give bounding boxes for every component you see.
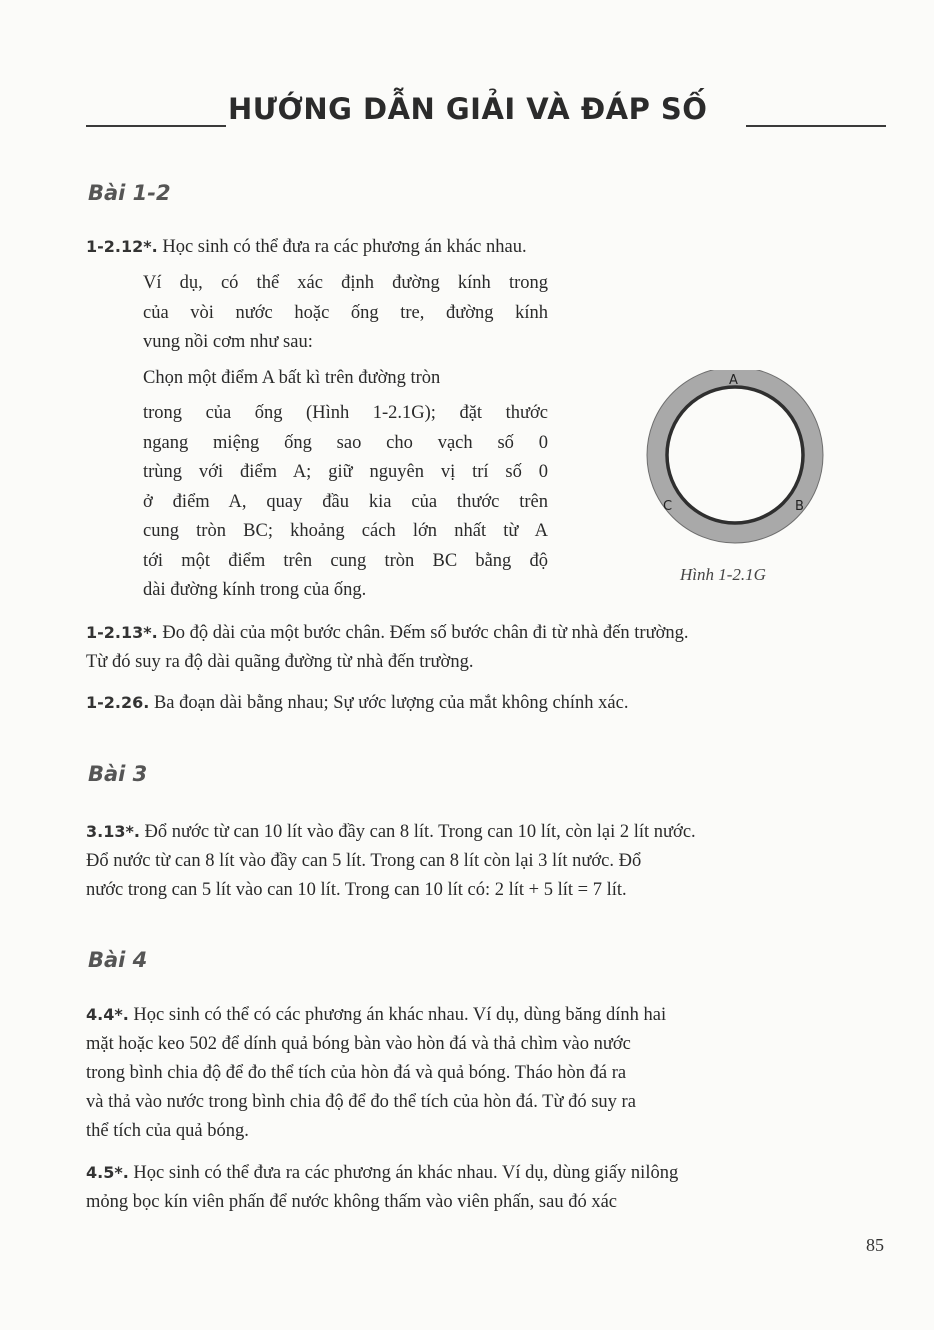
exercise-4-4: [86, 1000, 934, 1146]
pipe-cross-section-figure: [645, 370, 825, 590]
exercise-line: nước trong can 5 lít vào can 10 lít. Trong can 10 lít có: 2 lít + 5 lít = 7 lít.: [86, 880, 627, 900]
exercise-number: 4.5*.: [86, 1163, 129, 1182]
exercise-number: 1-2.26.: [86, 693, 150, 712]
section-heading-bai-1-2: Bài 1-2: [88, 181, 171, 205]
body-line: ở điểm A, quay đầu kia của thước trên: [143, 491, 548, 512]
page-title: HƯỚNG DẪN GIẢI VÀ ĐÁP SỐ: [228, 92, 708, 126]
exercise-3-13: [86, 817, 934, 905]
exercise-1-2-13: [86, 618, 934, 677]
exercise-number: 1-2.12*.: [86, 237, 158, 256]
exercise-1-2-12: [86, 232, 886, 262]
point-label-a: A: [729, 373, 738, 388]
body-line: cung tròn BC; khoảng cách lớn nhất từ A: [143, 521, 548, 541]
exercise-line: mỏng bọc kín viên phấn để nước không thấm vào viên phấn, sau đó xác: [86, 1192, 618, 1212]
point-label-b: B: [795, 499, 804, 514]
exercise-number: 4.4*.: [86, 1005, 129, 1024]
body-line: Chọn một điểm A bất kì trên đường tròn: [143, 367, 441, 388]
point-label-c: C: [663, 499, 673, 514]
pipe-inner-circle: [667, 387, 803, 523]
header-rule-right: [746, 125, 886, 127]
section-heading-bai-4: Bài 4: [88, 948, 148, 972]
body-line: của vòi nước hoặc ống tre, đường kính: [143, 302, 548, 323]
exercise-line: Đo độ dài của một bước chân. Đếm số bước chân đi từ nhà đến trường.: [162, 623, 689, 643]
body-line: Ví dụ, có thể xác định đường kính trong: [143, 273, 548, 293]
exercise-line: Từ đó suy ra độ dài quãng đường từ nhà đến trường.: [86, 652, 474, 672]
page-header: [86, 92, 886, 142]
exercise-1-2-12-body: [143, 269, 548, 606]
body-line: trùng với điểm A; giữ nguyên vị trí số 0: [143, 462, 548, 482]
body-line: tới một điểm trên cung tròn BC bằng độ: [143, 550, 548, 571]
exercise-text: Ba đoạn dài bằng nhau; Sự ước lượng của mắt không chính xác.: [153, 693, 629, 713]
body-line: vung nồi cơm như sau:: [143, 332, 313, 352]
exercise-line: và thả vào nước trong bình chia độ để đo thể tích của hòn đá. Từ đó suy ra: [86, 1092, 636, 1112]
body-line: trong của ống (Hình 1-2.1G); đặt thước: [143, 403, 548, 423]
exercise-line: Đổ nước từ can 10 lít vào đầy can 8 lít. Trong can 10 lít, còn lại 2 lít nước.: [144, 822, 696, 842]
exercise-line: mặt hoặc keo 502 để dính quả bóng bàn vào hòn đá và thả chìm vào nước: [86, 1034, 631, 1054]
body-line: ngang miệng ống sao cho vạch số 0: [143, 432, 548, 453]
exercise-line: Học sinh có thể có các phương án khác nhau. Ví dụ, dùng băng dính hai: [133, 1005, 667, 1025]
body-line: dài đường kính trong của ống.: [143, 580, 367, 600]
page-number: 85: [866, 1235, 884, 1255]
exercise-1-2-26: [86, 688, 886, 718]
exercise-line: Đổ nước từ can 8 lít vào đầy can 5 lít. Trong can 8 lít còn lại 3 lít nước. Đổ: [86, 851, 642, 871]
exercise-text: Học sinh có thể đưa ra các phương án khác nhau.: [162, 237, 527, 257]
figure-caption: Hình 1-2.1G: [680, 565, 766, 584]
exercise-line: Học sinh có thể đưa ra các phương án khác nhau. Ví dụ, dùng giấy nilông: [133, 1163, 679, 1183]
exercise-line: thể tích của quả bóng.: [86, 1121, 249, 1141]
exercise-number: 3.13*.: [86, 822, 140, 841]
exercise-line: trong bình chia độ để đo thể tích của hòn đá và quả bóng. Tháo hòn đá ra: [86, 1063, 627, 1083]
section-heading-bai-3: Bài 3: [88, 762, 148, 786]
exercise-4-5: [86, 1158, 934, 1217]
header-rule-left: [86, 125, 226, 127]
exercise-number: 1-2.13*.: [86, 623, 158, 642]
